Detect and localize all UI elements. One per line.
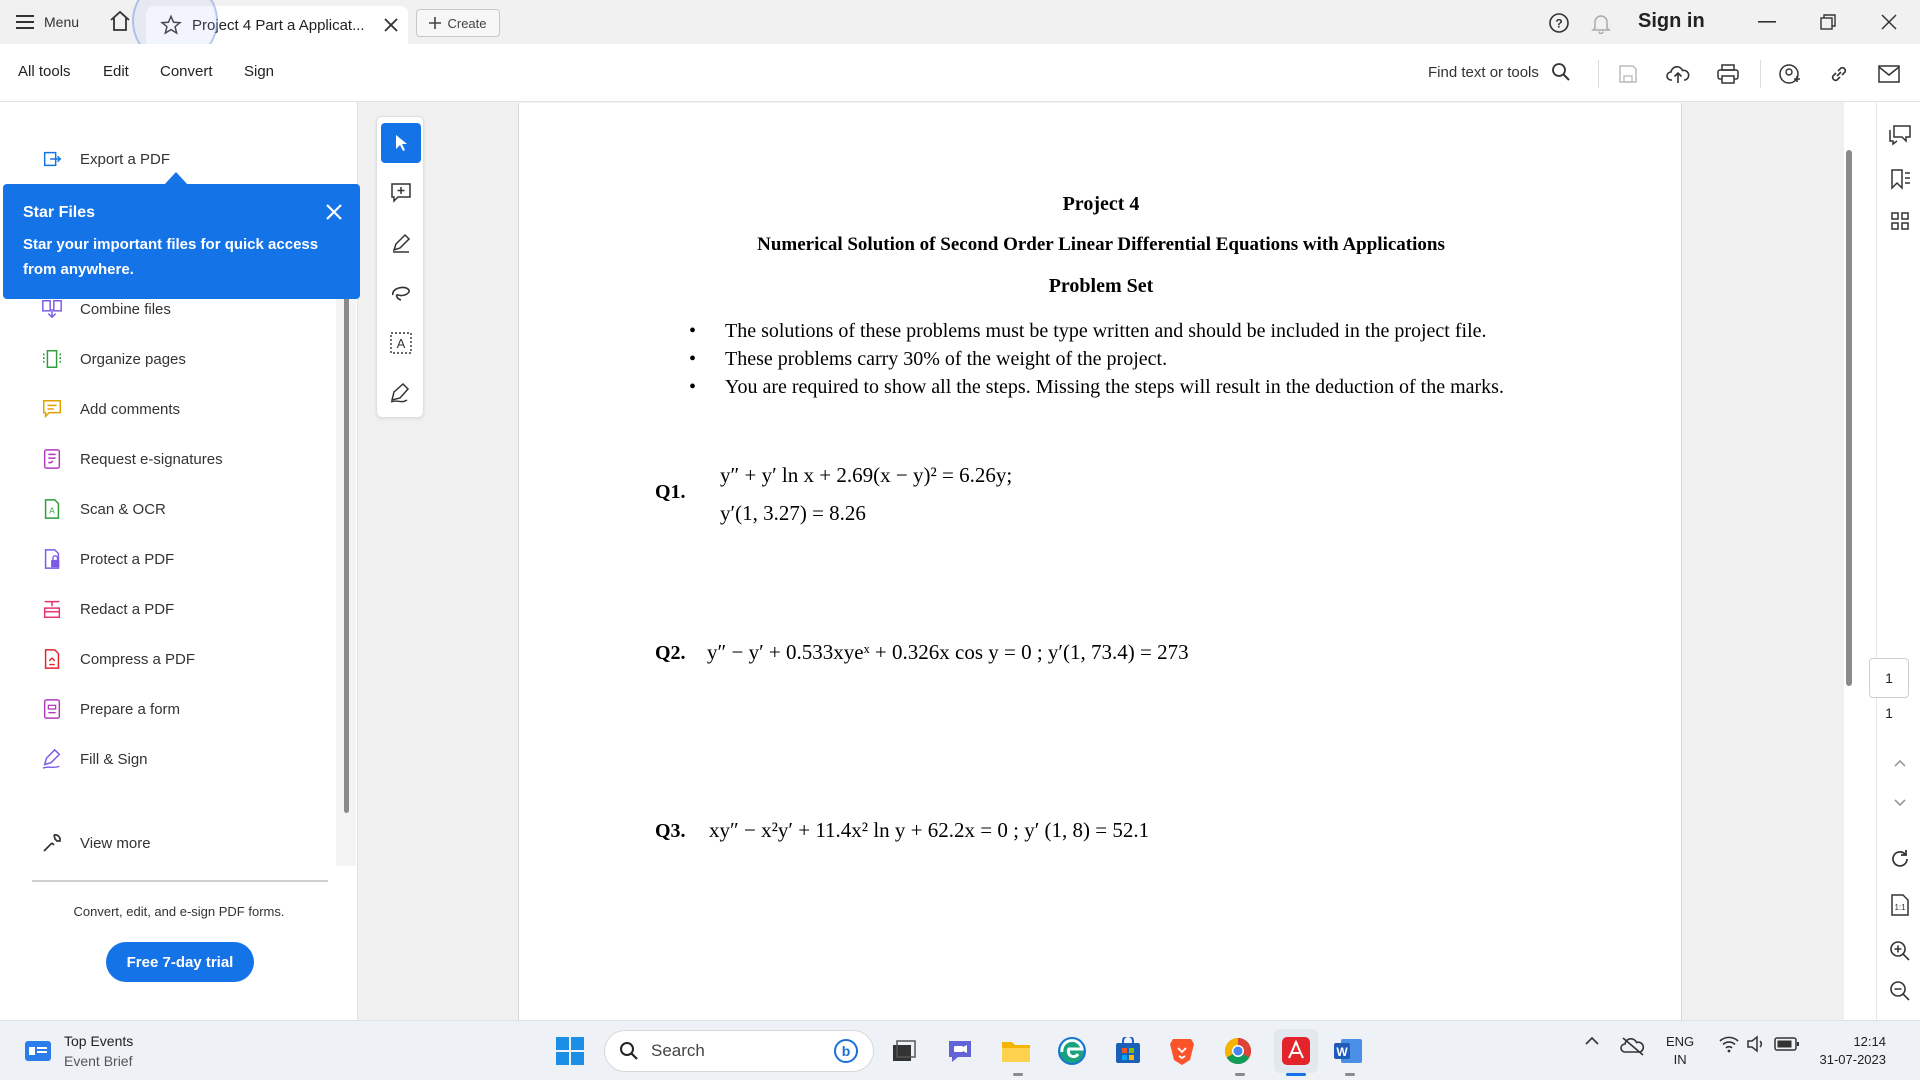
store-icon (1114, 1037, 1142, 1065)
brave-icon (1168, 1036, 1196, 1066)
running-indicator (1345, 1073, 1355, 1076)
fit-page-icon (1889, 893, 1911, 917)
section-heading: Problem Set (1048, 275, 1154, 297)
plus-icon (429, 17, 441, 29)
document-title: Project 4 (1062, 193, 1140, 215)
next-page-button[interactable] (1887, 790, 1913, 816)
share-user-button[interactable] (1775, 60, 1803, 88)
tool-label: Fill & Sign (80, 750, 148, 768)
tool-label: Redact a PDF (80, 600, 175, 618)
pen-icon (390, 232, 412, 254)
cloud-offline-icon (1620, 1035, 1646, 1057)
separator (1760, 60, 1761, 88)
freehand-icon (389, 283, 413, 303)
running-indicator (1013, 1073, 1023, 1076)
request-esign-icon (40, 447, 64, 471)
chrome-icon (1223, 1036, 1253, 1066)
find-tools-search[interactable] (1428, 62, 1571, 82)
tool-request-e-signatures[interactable] (40, 444, 223, 474)
taskbar (0, 1020, 1920, 1080)
all-tools-panel (0, 102, 358, 1020)
zoom-out-icon (1889, 980, 1911, 1002)
date: 31-07-2023 (1819, 1052, 1886, 1067)
svg-text:b: b (841, 1043, 851, 1059)
comment-add-icon (390, 182, 412, 204)
search-label: Search (651, 1041, 705, 1060)
svg-text:?: ? (1555, 16, 1563, 31)
teams-chat-button[interactable] (942, 1033, 978, 1069)
save-button[interactable] (1614, 60, 1642, 88)
cursor-icon (391, 133, 411, 153)
add-user-icon (1778, 63, 1800, 85)
show-hidden-icons-button[interactable] (1584, 1035, 1600, 1047)
create-button[interactable] (416, 9, 500, 37)
previous-page-button[interactable] (1887, 750, 1913, 776)
tool-protect-a-pdf[interactable] (40, 544, 174, 574)
widgets-button[interactable] (24, 1031, 133, 1071)
question-2-label: Q2. (655, 642, 686, 664)
restore-icon (1820, 14, 1836, 30)
menu-button[interactable] (16, 10, 79, 34)
bing-icon[interactable] (833, 1038, 859, 1064)
brave-browser-button[interactable] (1164, 1033, 1200, 1069)
rotate-button[interactable] (1887, 846, 1913, 872)
email-button[interactable] (1875, 60, 1903, 88)
acrobat-icon (1281, 1036, 1311, 1066)
list-item: • These problems carry 30% of the weight of the project. (689, 345, 1504, 373)
tool-organize-pages[interactable] (40, 344, 186, 374)
active-app-indicator (1286, 1073, 1306, 1076)
edge-icon (1057, 1036, 1087, 1066)
question-1-label: Q1. (655, 481, 686, 503)
windows-logo-icon (555, 1036, 585, 1066)
add-comment-tool-button[interactable] (381, 173, 421, 213)
question-1-equation: y″ + y′ ln x + 2.69(x − y)² = 6.26y; (720, 463, 1013, 487)
chevron-up-icon (1584, 1035, 1600, 1047)
comments-icon (1888, 124, 1912, 146)
tooltip-body: Star your important files for quick access from anywhere. (23, 236, 319, 278)
svg-text:A: A (396, 336, 406, 351)
comments-panel-button[interactable] (1887, 122, 1913, 148)
tab-title: Project 4 Part a Applicat... (192, 16, 365, 34)
bookmarks-panel-button[interactable] (1887, 166, 1913, 192)
close-tooltip-icon[interactable] (324, 202, 344, 222)
word-icon (1333, 1037, 1363, 1065)
menu-all-tools[interactable]: All tools (18, 63, 71, 80)
create-label: Create (447, 15, 487, 31)
fill-sign-icon (40, 747, 64, 771)
chevron-up-icon (1893, 758, 1907, 768)
scan-ocr-icon (40, 497, 64, 521)
divider (32, 880, 328, 882)
menu-convert[interactable]: Convert (160, 63, 213, 80)
print-icon (1717, 64, 1739, 84)
highlight-tool-button[interactable] (381, 223, 421, 263)
right-rail (1876, 102, 1920, 1020)
menu-sign[interactable]: Sign (244, 63, 275, 80)
time: 12:14 (1853, 1034, 1886, 1049)
minimize-icon (1758, 21, 1776, 23)
sign-in-button[interactable]: Sign in (1638, 10, 1705, 32)
select-tool-button[interactable] (381, 123, 421, 163)
region-code: IN (1673, 1052, 1687, 1067)
question-3-label: Q3. (655, 820, 686, 842)
print-button[interactable] (1714, 60, 1742, 88)
svg-text:1:1: 1:1 (1894, 903, 1906, 912)
zoom-in-button[interactable] (1887, 938, 1913, 964)
organize-pages-icon (40, 347, 64, 371)
sign-tool-button[interactable] (381, 373, 421, 413)
menu-edit[interactable]: Edit (103, 63, 129, 80)
tool-label: Request e-signatures (80, 450, 223, 468)
help-button[interactable] (1548, 10, 1570, 36)
word-button[interactable] (1330, 1033, 1366, 1069)
zoom-out-button[interactable] (1887, 978, 1913, 1004)
prepare-form-icon (40, 697, 64, 721)
text-tool-button[interactable] (381, 323, 421, 363)
grid-icon (1890, 211, 1910, 231)
instructions-list (689, 317, 1504, 401)
protect-pdf-icon (40, 547, 64, 571)
combine-files-icon (40, 297, 64, 321)
tool-label: Combine files (80, 300, 171, 318)
close-tab-icon[interactable] (384, 18, 398, 32)
text-box-icon (389, 331, 413, 355)
find-tools-label: Find text or tools (1428, 63, 1539, 81)
tool-label: Organize pages (80, 350, 186, 368)
home-icon (108, 10, 132, 32)
save-icon (1618, 64, 1638, 84)
zoom-in-icon (1889, 940, 1911, 962)
task-view-icon (891, 1039, 917, 1063)
tool-label: Add comments (80, 400, 181, 418)
compress-pdf-icon (40, 647, 64, 671)
question-3-equation: xy″ − x²y′ + 11.4x² ln y + 62.2x = 0 ; y′ (1, 8) = 52.1 (709, 818, 1150, 842)
free-trial-button[interactable]: Free 7-day trial (106, 942, 254, 982)
tooltip-title: Star Files (23, 204, 96, 221)
language-indicator[interactable] (1666, 1033, 1694, 1069)
chat-icon (946, 1038, 974, 1064)
bell-icon (1590, 12, 1612, 34)
wifi-icon (1718, 1035, 1740, 1053)
question-1-condition: y′(1, 3.27) = 8.26 (720, 501, 866, 525)
add-comments-icon (40, 397, 64, 421)
taskbar-search[interactable] (604, 1030, 874, 1072)
svg-text:W: W (1336, 1045, 1348, 1059)
tool-label: Compress a PDF (80, 650, 196, 668)
tool-prepare-a-form[interactable] (40, 694, 180, 724)
document-subtitle: Numerical Solution of Second Order Linear Differential Equations with Applications (757, 234, 1445, 255)
task-view-button[interactable] (886, 1033, 922, 1069)
link-icon (1828, 63, 1850, 85)
redact-pdf-icon (40, 597, 64, 621)
folder-icon (1001, 1038, 1031, 1064)
bookmark-icon (1889, 168, 1911, 190)
separator (1598, 60, 1599, 88)
upload-button[interactable] (1664, 60, 1692, 88)
store-button[interactable] (1110, 1033, 1146, 1069)
onedrive-button[interactable] (1620, 1035, 1646, 1057)
tool-compress-a-pdf[interactable] (40, 644, 195, 674)
acrobat-button[interactable] (1274, 1029, 1318, 1073)
file-explorer-button[interactable] (998, 1033, 1034, 1069)
tool-label: Export a PDF (80, 150, 171, 168)
search-icon (619, 1041, 639, 1061)
thumbnails-panel-button[interactable] (1887, 208, 1913, 234)
signature-pen-icon (389, 382, 413, 404)
minimize-button[interactable] (1752, 8, 1782, 36)
question-2-equation: y″ − y′ + 0.533xyeˣ + 0.326x cos y = 0 ; y′(1, 73.4) = 273 (707, 640, 1189, 664)
rotate-icon (1889, 848, 1911, 870)
speaker-icon (1746, 1035, 1768, 1053)
network-volume-battery[interactable] (1718, 1035, 1800, 1053)
page-total: 1 (1885, 705, 1893, 721)
star-files-tooltip (3, 184, 360, 299)
tool-label: Prepare a form (80, 700, 181, 718)
chevron-down-icon (1893, 798, 1907, 808)
chrome-browser-button[interactable] (1220, 1033, 1256, 1069)
pdf-page (518, 103, 1682, 1020)
quick-tools-toolbar (376, 116, 424, 418)
promo-text: Convert, edit, and e-sign PDF forms. (73, 904, 285, 919)
menu-bar (0, 44, 1920, 102)
language-code: ENG (1666, 1034, 1695, 1049)
battery-icon (1774, 1036, 1800, 1052)
notifications-button[interactable] (1590, 10, 1612, 36)
list-item: • You are required to show all the steps. Missing the steps will result in the deduction of the marks. (689, 373, 1504, 401)
list-item: • The solutions of these problems must be type written and should be included in the project file. (689, 317, 1504, 345)
mail-icon (1878, 65, 1900, 83)
close-window-button[interactable] (1874, 8, 1904, 36)
search-icon (1551, 62, 1571, 82)
help-icon (1548, 12, 1570, 34)
export-pdf-icon (40, 147, 64, 171)
draw-tool-button[interactable] (381, 273, 421, 313)
widget-title: Top Events (64, 1033, 134, 1049)
news-widget-icon (24, 1039, 52, 1063)
fit-page-button[interactable] (1887, 892, 1913, 918)
tool-add-comments[interactable] (40, 394, 180, 424)
page-number-input[interactable]: 1 (1869, 658, 1909, 698)
view-more-label: View more (80, 834, 151, 852)
view-more-link[interactable] (40, 828, 151, 858)
title-bar (0, 0, 1920, 44)
close-icon (1881, 14, 1897, 30)
document-scrollbar[interactable] (1846, 150, 1852, 686)
running-indicator (1235, 1073, 1245, 1076)
tool-scan-ocr[interactable] (40, 494, 166, 524)
edge-browser-button[interactable] (1054, 1033, 1090, 1069)
tool-label: Scan & OCR (80, 500, 166, 518)
clock[interactable] (1806, 1033, 1886, 1069)
hamburger-icon (16, 15, 34, 29)
restore-button[interactable] (1813, 8, 1843, 36)
tool-export-a-pdf[interactable] (40, 144, 170, 174)
tool-redact-a-pdf[interactable] (40, 594, 174, 624)
copy-link-button[interactable] (1825, 60, 1853, 88)
start-button[interactable] (552, 1033, 588, 1069)
svg-text:A: A (49, 506, 55, 516)
cloud-upload-icon (1666, 64, 1690, 84)
tool-label: Protect a PDF (80, 550, 175, 568)
wrench-icon (40, 831, 64, 855)
menu-label: Menu (44, 14, 80, 30)
widget-subtitle: Event Brief (64, 1053, 133, 1069)
tool-fill-sign[interactable] (40, 744, 148, 774)
